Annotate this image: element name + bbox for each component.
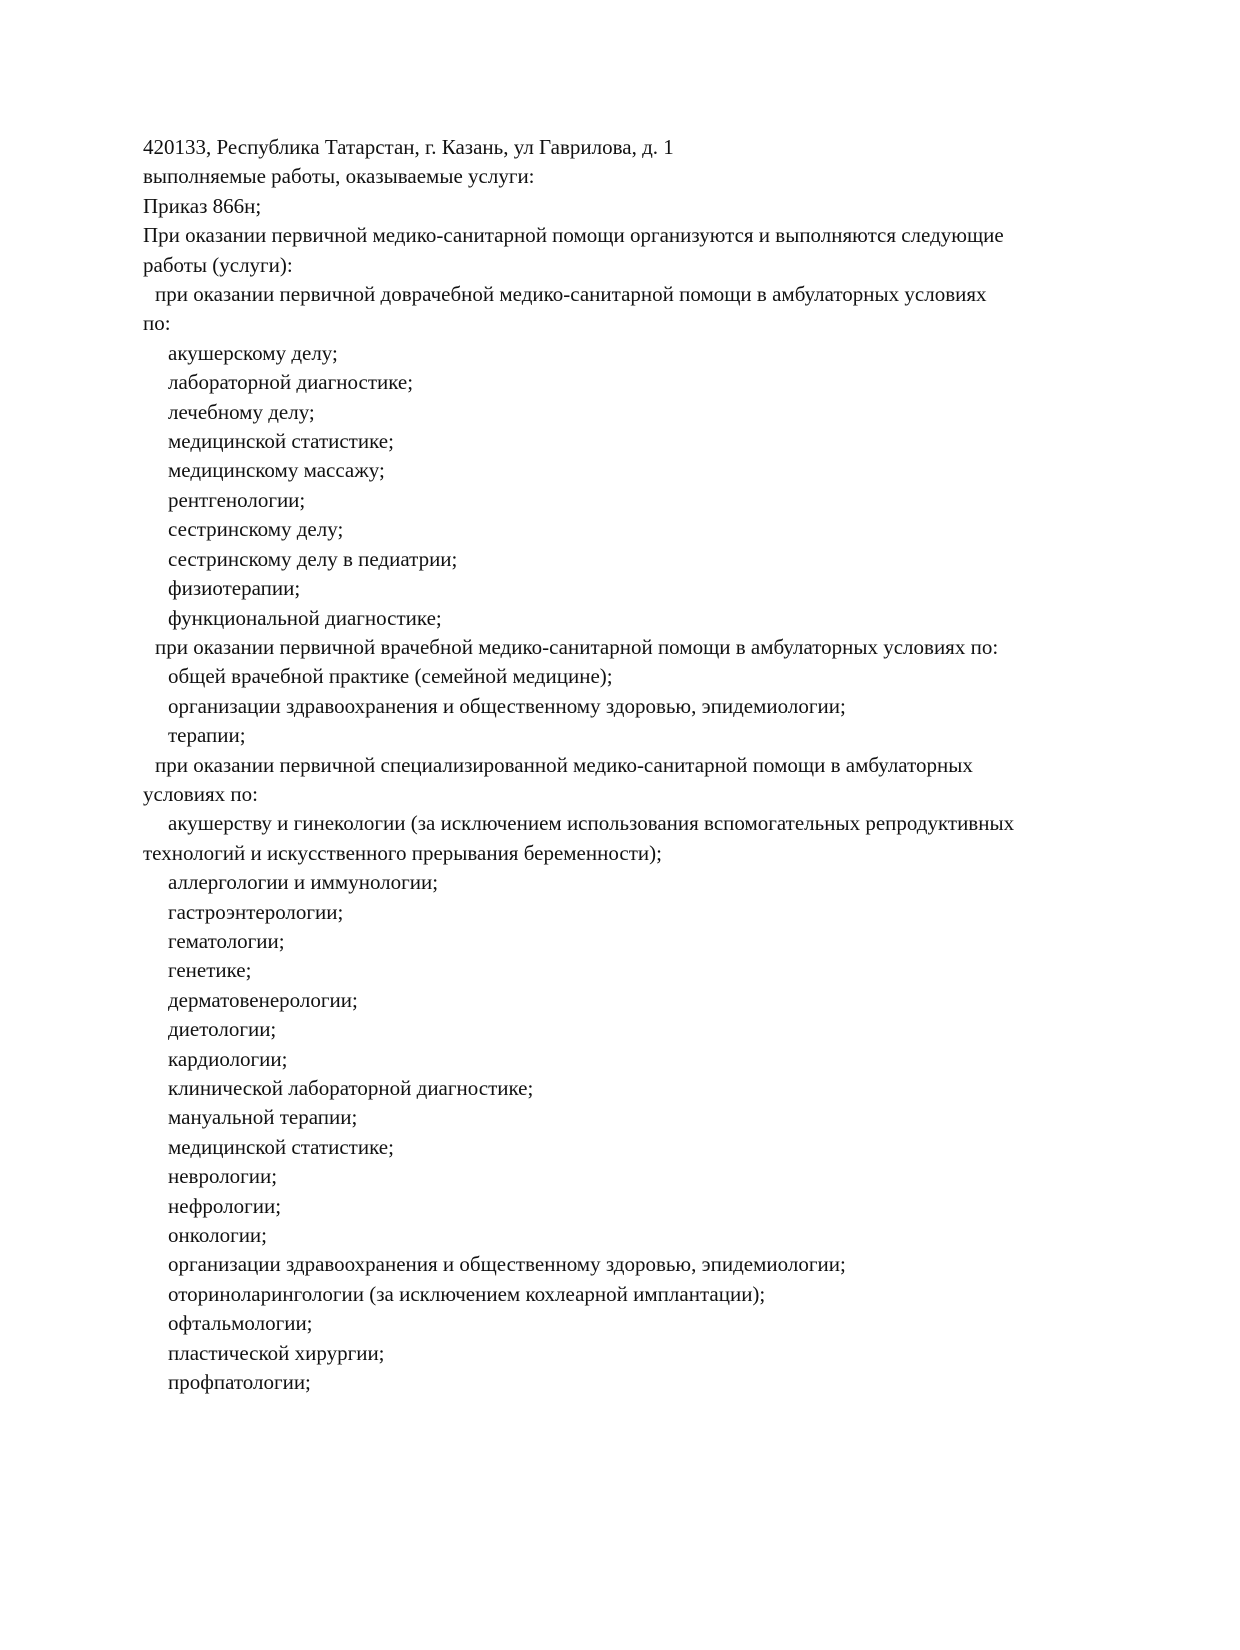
list-item: профпатологии; bbox=[168, 1370, 311, 1395]
list-item: пластической хирургии; bbox=[168, 1340, 385, 1365]
list-item: медицинской статистике; bbox=[168, 429, 394, 454]
list-item-continued: технологий и искусственного прерывания беременности); bbox=[143, 840, 662, 865]
list-item: лечебному делу; bbox=[168, 399, 315, 424]
section-heading: при оказании первичной врачебной медико-санитарной помощи в амбулаторных условиях по: bbox=[155, 634, 999, 659]
section-heading: при оказании первичной специализированной медико-санитарной помощи в амбулаторных bbox=[155, 752, 973, 777]
intro-line: работы (услуги): bbox=[143, 252, 293, 277]
list-item: клинической лабораторной диагностике; bbox=[168, 1076, 534, 1100]
list-item: организации здравоохранения и общественному здоровью, эпидемиологии; bbox=[168, 1252, 846, 1277]
list-item: офтальмологии; bbox=[168, 1311, 313, 1336]
list-item: функциональной диагностике; bbox=[168, 605, 442, 630]
list-item: физиотерапии; bbox=[168, 576, 301, 601]
list-item: диетологии; bbox=[168, 1017, 277, 1042]
list-item: организации здравоохранения и общественному здоровью, эпидемиологии; bbox=[168, 693, 846, 718]
list-item: терапии; bbox=[168, 723, 246, 748]
list-item: неврологии; bbox=[168, 1164, 278, 1189]
list-item: медицинскому массажу; bbox=[168, 458, 385, 483]
list-item: сестринскому делу в педиатрии; bbox=[168, 546, 458, 571]
address-line: 420133, Республика Татарстан, г. Казань, ул Гаврилова, д. 1 bbox=[143, 135, 674, 159]
document-text bbox=[143, 133, 1153, 1397]
list-item: генетике; bbox=[168, 958, 252, 983]
section-heading-continued: условиях по: bbox=[143, 781, 258, 806]
list-item: сестринскому делу; bbox=[168, 517, 344, 542]
list-item: общей врачебной практике (семейной медицине); bbox=[168, 664, 613, 689]
list-item: дерматовенерологии; bbox=[168, 987, 358, 1012]
list-item: акушерскому делу; bbox=[168, 340, 338, 365]
list-item: мануальной терапии; bbox=[168, 1105, 358, 1130]
list-item: нефрологии; bbox=[168, 1193, 282, 1218]
list-item: аллергологии и иммунологии; bbox=[168, 870, 439, 895]
section-heading-continued: по: bbox=[143, 311, 171, 336]
list-item: лабораторной диагностике; bbox=[168, 370, 414, 395]
works-heading: выполняемые работы, оказываемые услуги: bbox=[143, 164, 535, 189]
list-item: онкологии; bbox=[168, 1223, 268, 1248]
list-item: рентгенологии; bbox=[168, 487, 306, 512]
section-heading: при оказании первичной доврачебной медико-санитарной помощи в амбулаторных условиях bbox=[155, 282, 987, 307]
order-line: Приказ 866н; bbox=[143, 193, 262, 218]
list-item: гематологии; bbox=[168, 928, 285, 953]
list-item: акушерству и гинекологии (за исключением использования вспомогательных репродуктивных bbox=[168, 811, 1015, 836]
list-item: медицинской статистике; bbox=[168, 1134, 394, 1159]
list-item: кардиологии; bbox=[168, 1046, 288, 1071]
list-item: оториноларингологии (за исключением кохлеарной имплантации); bbox=[168, 1281, 766, 1306]
list-item: гастроэнтерологии; bbox=[168, 899, 344, 924]
intro-line: При оказании первичной медико-санитарной помощи организуются и выполняются следующие bbox=[143, 223, 1004, 248]
